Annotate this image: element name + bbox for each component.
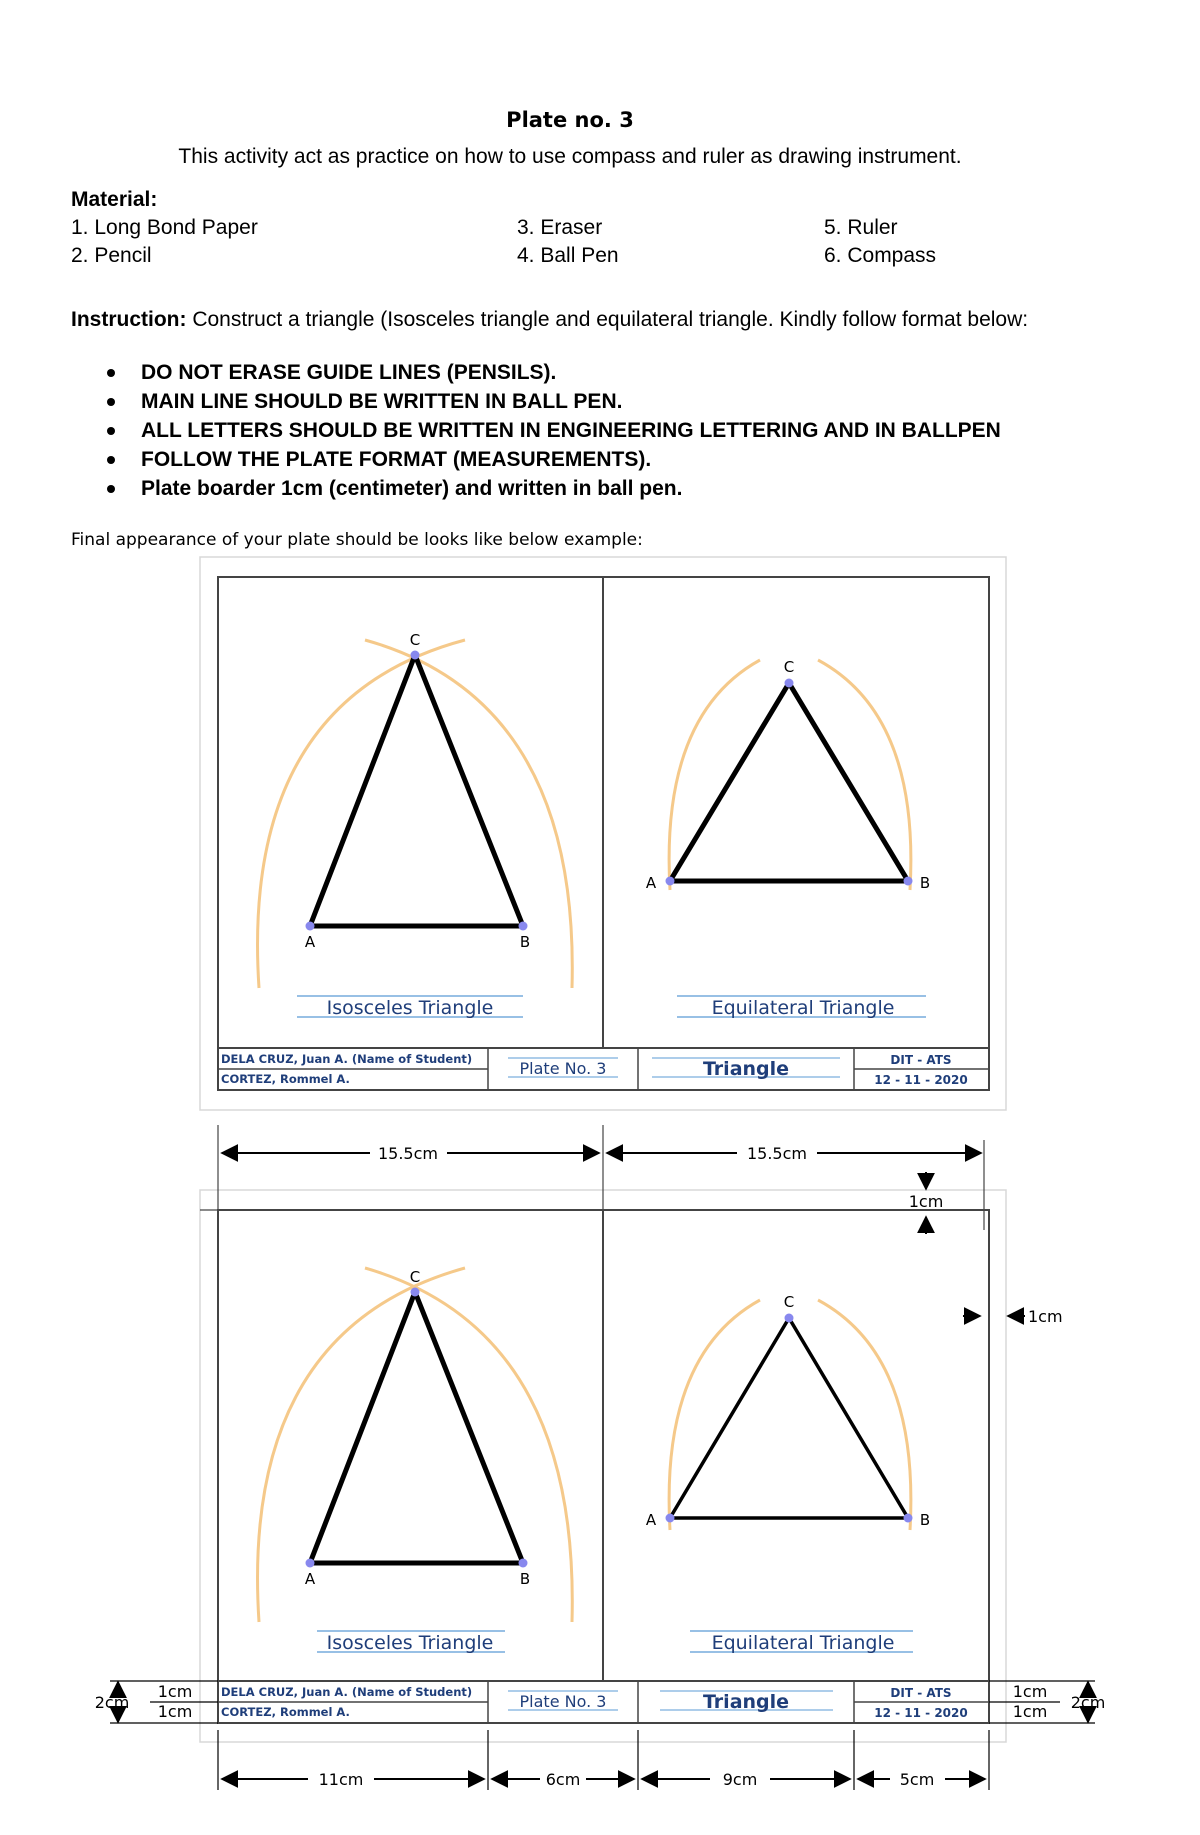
subject-title: Triangle <box>702 1058 790 1080</box>
vertex-label: B <box>919 874 931 892</box>
left-caption: Isosceles Triangle <box>326 997 494 1019</box>
vertex-label: C <box>409 631 421 649</box>
material-item: 2. Pencil <box>71 244 152 267</box>
student-name: DELA CRUZ, Juan A. (Name of Student) <box>221 1685 473 1699</box>
dim-label: 6cm <box>545 1770 581 1789</box>
plate-date: 12 - 11 - 2020 <box>874 1706 968 1720</box>
rule-text: ALL LETTERS SHOULD BE WRITTEN IN ENGINEERING LETTERING AND IN BALLPEN <box>141 419 1001 442</box>
subject-title: Triangle <box>702 1691 790 1713</box>
dim-label: 9cm <box>722 1770 758 1789</box>
plate-date: 12 - 11 - 2020 <box>874 1073 968 1087</box>
material-item: 1. Long Bond Paper <box>71 216 258 239</box>
isosceles-triangle <box>310 655 523 926</box>
vertex-label: A <box>645 874 657 892</box>
dim-label: 1cm <box>157 1682 193 1701</box>
vertex-label: A <box>304 933 316 951</box>
compass-arc <box>818 660 911 890</box>
material-item: 6. Compass <box>824 244 937 267</box>
dim-label: 2cm <box>94 1693 130 1712</box>
vertex-label: A <box>304 1570 316 1588</box>
materials-heading: Material: <box>71 188 158 211</box>
rule-text: DO NOT ERASE GUIDE LINES (PENSILS). <box>141 361 557 384</box>
dim-label: 15.5cm <box>746 1144 808 1163</box>
left-caption: Isosceles Triangle <box>326 1632 494 1654</box>
rule-text: FOLLOW THE PLATE FORMAT (MEASUREMENTS). <box>141 448 652 471</box>
dim-label: 2cm <box>1070 1693 1106 1712</box>
plate-number: Plate No. 3 <box>519 1692 607 1711</box>
vertex-label: C <box>409 1268 421 1286</box>
right-caption: Equilateral Triangle <box>711 1632 895 1654</box>
isosceles-triangle <box>310 1292 523 1563</box>
compass-arc <box>258 640 465 988</box>
plate-number: Plate No. 3 <box>519 1059 607 1078</box>
student-name: DELA CRUZ, Juan A. (Name of Student) <box>221 1052 473 1066</box>
dim-label: 1cm <box>1012 1682 1048 1701</box>
example-note: Final appearance of your plate should be looks like below example: <box>71 530 643 550</box>
page-title: Plate no. 3 <box>506 108 634 132</box>
vertex-label: B <box>519 1570 531 1588</box>
instructor-name: CORTEZ, Rommel A. <box>221 1072 350 1086</box>
dim-label: 5cm <box>899 1770 935 1789</box>
intro-text: This activity act as practice on how to use compass and ruler as drawing instrument. <box>178 145 962 168</box>
vertex-label: A <box>645 1511 657 1529</box>
rule-text: Plate boarder 1cm (centimeter) and written in ball pen. <box>141 477 683 500</box>
dim-label: 15.5cm <box>377 1144 439 1163</box>
material-item: 5. Ruler <box>824 216 898 239</box>
vertex-label: C <box>783 1293 795 1311</box>
vertex-label: B <box>519 933 531 951</box>
dim-label: 1cm <box>1028 1307 1063 1326</box>
instructor-name: CORTEZ, Rommel A. <box>221 1705 350 1719</box>
course-code: DIT - ATS <box>890 1053 952 1067</box>
instruction-body: Construct a triangle (Isosceles triangle and equilateral triangle. Kindly follow format below: <box>186 308 1029 331</box>
course-code: DIT - ATS <box>890 1686 952 1700</box>
dim-label: 11cm <box>318 1770 364 1789</box>
material-item: 4. Ball Pen <box>517 244 619 267</box>
material-item: 3. Eraser <box>517 216 603 239</box>
equilateral-triangle <box>670 683 908 881</box>
dim-label: 1cm <box>908 1192 944 1211</box>
instruction-label: Instruction: <box>71 308 187 331</box>
dim-label: 1cm <box>1012 1702 1048 1721</box>
compass-arc <box>365 640 572 988</box>
rule-text: MAIN LINE SHOULD BE WRITTEN IN BALL PEN. <box>141 390 623 413</box>
right-caption: Equilateral Triangle <box>711 997 895 1019</box>
example-plate-1 <box>200 557 1006 1110</box>
dimensioned-plate <box>200 1125 1006 1742</box>
vertex-label: B <box>919 1511 931 1529</box>
vertex-label: C <box>783 658 795 676</box>
dim-label: 1cm <box>157 1702 193 1721</box>
